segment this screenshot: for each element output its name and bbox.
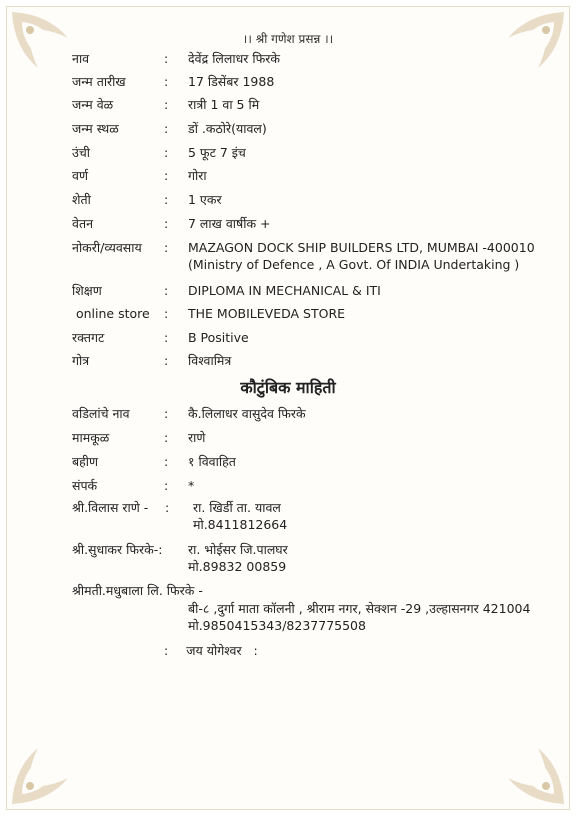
field-colon: : <box>164 306 169 321</box>
field-value: कै.लिलाधर वासुदेव फिरके <box>188 406 306 421</box>
contact-2-address: रा. भोईसर जि.पालघर <box>188 542 288 557</box>
field-label: रक्तगट <box>72 330 105 345</box>
field-value: रात्री 1 वा 5 मि <box>188 97 260 112</box>
field-colon: : <box>164 478 169 493</box>
field-label: शिक्षण <box>72 283 102 298</box>
field-colon: : <box>164 192 169 207</box>
field-label: संपर्क <box>72 478 98 493</box>
field-label: वर्ण <box>72 168 88 183</box>
field-value: राणे <box>188 430 206 445</box>
field-label: नोकरी/व्यवसाय <box>72 240 142 255</box>
contact-1-phone: मो.8411812664 <box>193 517 288 532</box>
field-colon: : <box>164 216 169 231</box>
field-label: जन्म वेळ <box>72 97 114 112</box>
field-label: online store <box>72 306 150 321</box>
contact-1-name: श्री.विलास राणे - <box>72 500 149 515</box>
field-value: 17 डिसेंबर 1988 <box>188 74 275 89</box>
field-value: 7 लाख वार्षीक + <box>188 216 271 231</box>
field-colon: : <box>164 51 169 66</box>
field-label: वडिलांचे नाव <box>72 406 130 421</box>
closing-colon: : <box>164 643 169 658</box>
field-label: बहीण <box>72 454 99 469</box>
field-colon: : <box>164 406 169 421</box>
field-colon: : <box>164 330 169 345</box>
field-label: जन्म स्थळ <box>72 121 119 136</box>
family-section-title: कौटुंबिक माहिती <box>240 378 336 397</box>
field-label: जन्म तारीख <box>72 74 126 89</box>
closing-text: जय योगेश्वर : <box>186 643 258 658</box>
field-colon: : <box>164 430 169 445</box>
field-value: गोरा <box>188 168 207 183</box>
field-label: शेती <box>72 192 91 207</box>
contact-3-phone: मो.9850415343/8237775508 <box>188 618 366 633</box>
field-label: उंची <box>72 145 91 160</box>
field-colon: : <box>164 353 169 368</box>
field-value: विश्वामित्र <box>188 353 232 368</box>
corner-ornament-bottom-left <box>8 728 88 808</box>
corner-ornament-bottom-right <box>488 728 568 808</box>
field-colon: : <box>164 283 169 298</box>
field-value-line2: (Ministry of Defence , A Govt. Of INDIA Undertaking ) <box>188 257 520 272</box>
field-label: मामकूळ <box>72 430 110 445</box>
corner-ornament-top-right <box>488 8 568 88</box>
field-colon: : <box>164 168 169 183</box>
field-value: 1 एकर <box>188 192 222 207</box>
contact-2-phone: मो.89832 00859 <box>188 559 287 574</box>
field-colon: : <box>164 145 169 160</box>
field-value: THE MOBILEVEDA STORE <box>188 306 346 321</box>
field-label: वेतन <box>72 216 94 231</box>
field-value: DIPLOMA IN MECHANICAL & ITI <box>188 283 381 298</box>
field-value: १ विवाहित <box>188 454 236 469</box>
field-colon: : <box>164 97 169 112</box>
field-colon: : <box>164 454 169 469</box>
field-value: 5 फूट 7 इंच <box>188 145 246 160</box>
field-label: नाव <box>72 51 90 66</box>
contact-1-colon: : <box>165 500 170 515</box>
contact-1-address: रा. खिर्डी ता. यावल <box>193 500 281 515</box>
contact-3-address: बी-८ ,दुर्गा माता कॉलनी , श्रीराम नगर, सेक्शन -29 ,उल्हासनगर 421004 <box>188 601 531 616</box>
field-colon: : <box>164 121 169 136</box>
field-value: डों .कठोरे(यावल) <box>188 121 267 136</box>
field-label: गोत्र <box>72 353 90 368</box>
field-value: B Positive <box>188 330 249 345</box>
contact-3-name: श्रीमती.मधुबाला लि. फिरके - <box>72 583 203 598</box>
field-value: देवेंद्र लिलाधर फिरके <box>188 51 280 66</box>
contact-2-name: श्री.सुधाकर फिरके-: <box>72 542 163 557</box>
closing-line <box>164 643 258 659</box>
page-header: ।। श्री गणेश प्रसन्न ।। <box>242 32 334 46</box>
field-value: * <box>188 478 195 493</box>
field-colon: : <box>164 240 169 255</box>
field-colon: : <box>164 74 169 89</box>
field-value: MAZAGON DOCK SHIP BUILDERS LTD, MUMBAI -400010 <box>188 240 535 255</box>
